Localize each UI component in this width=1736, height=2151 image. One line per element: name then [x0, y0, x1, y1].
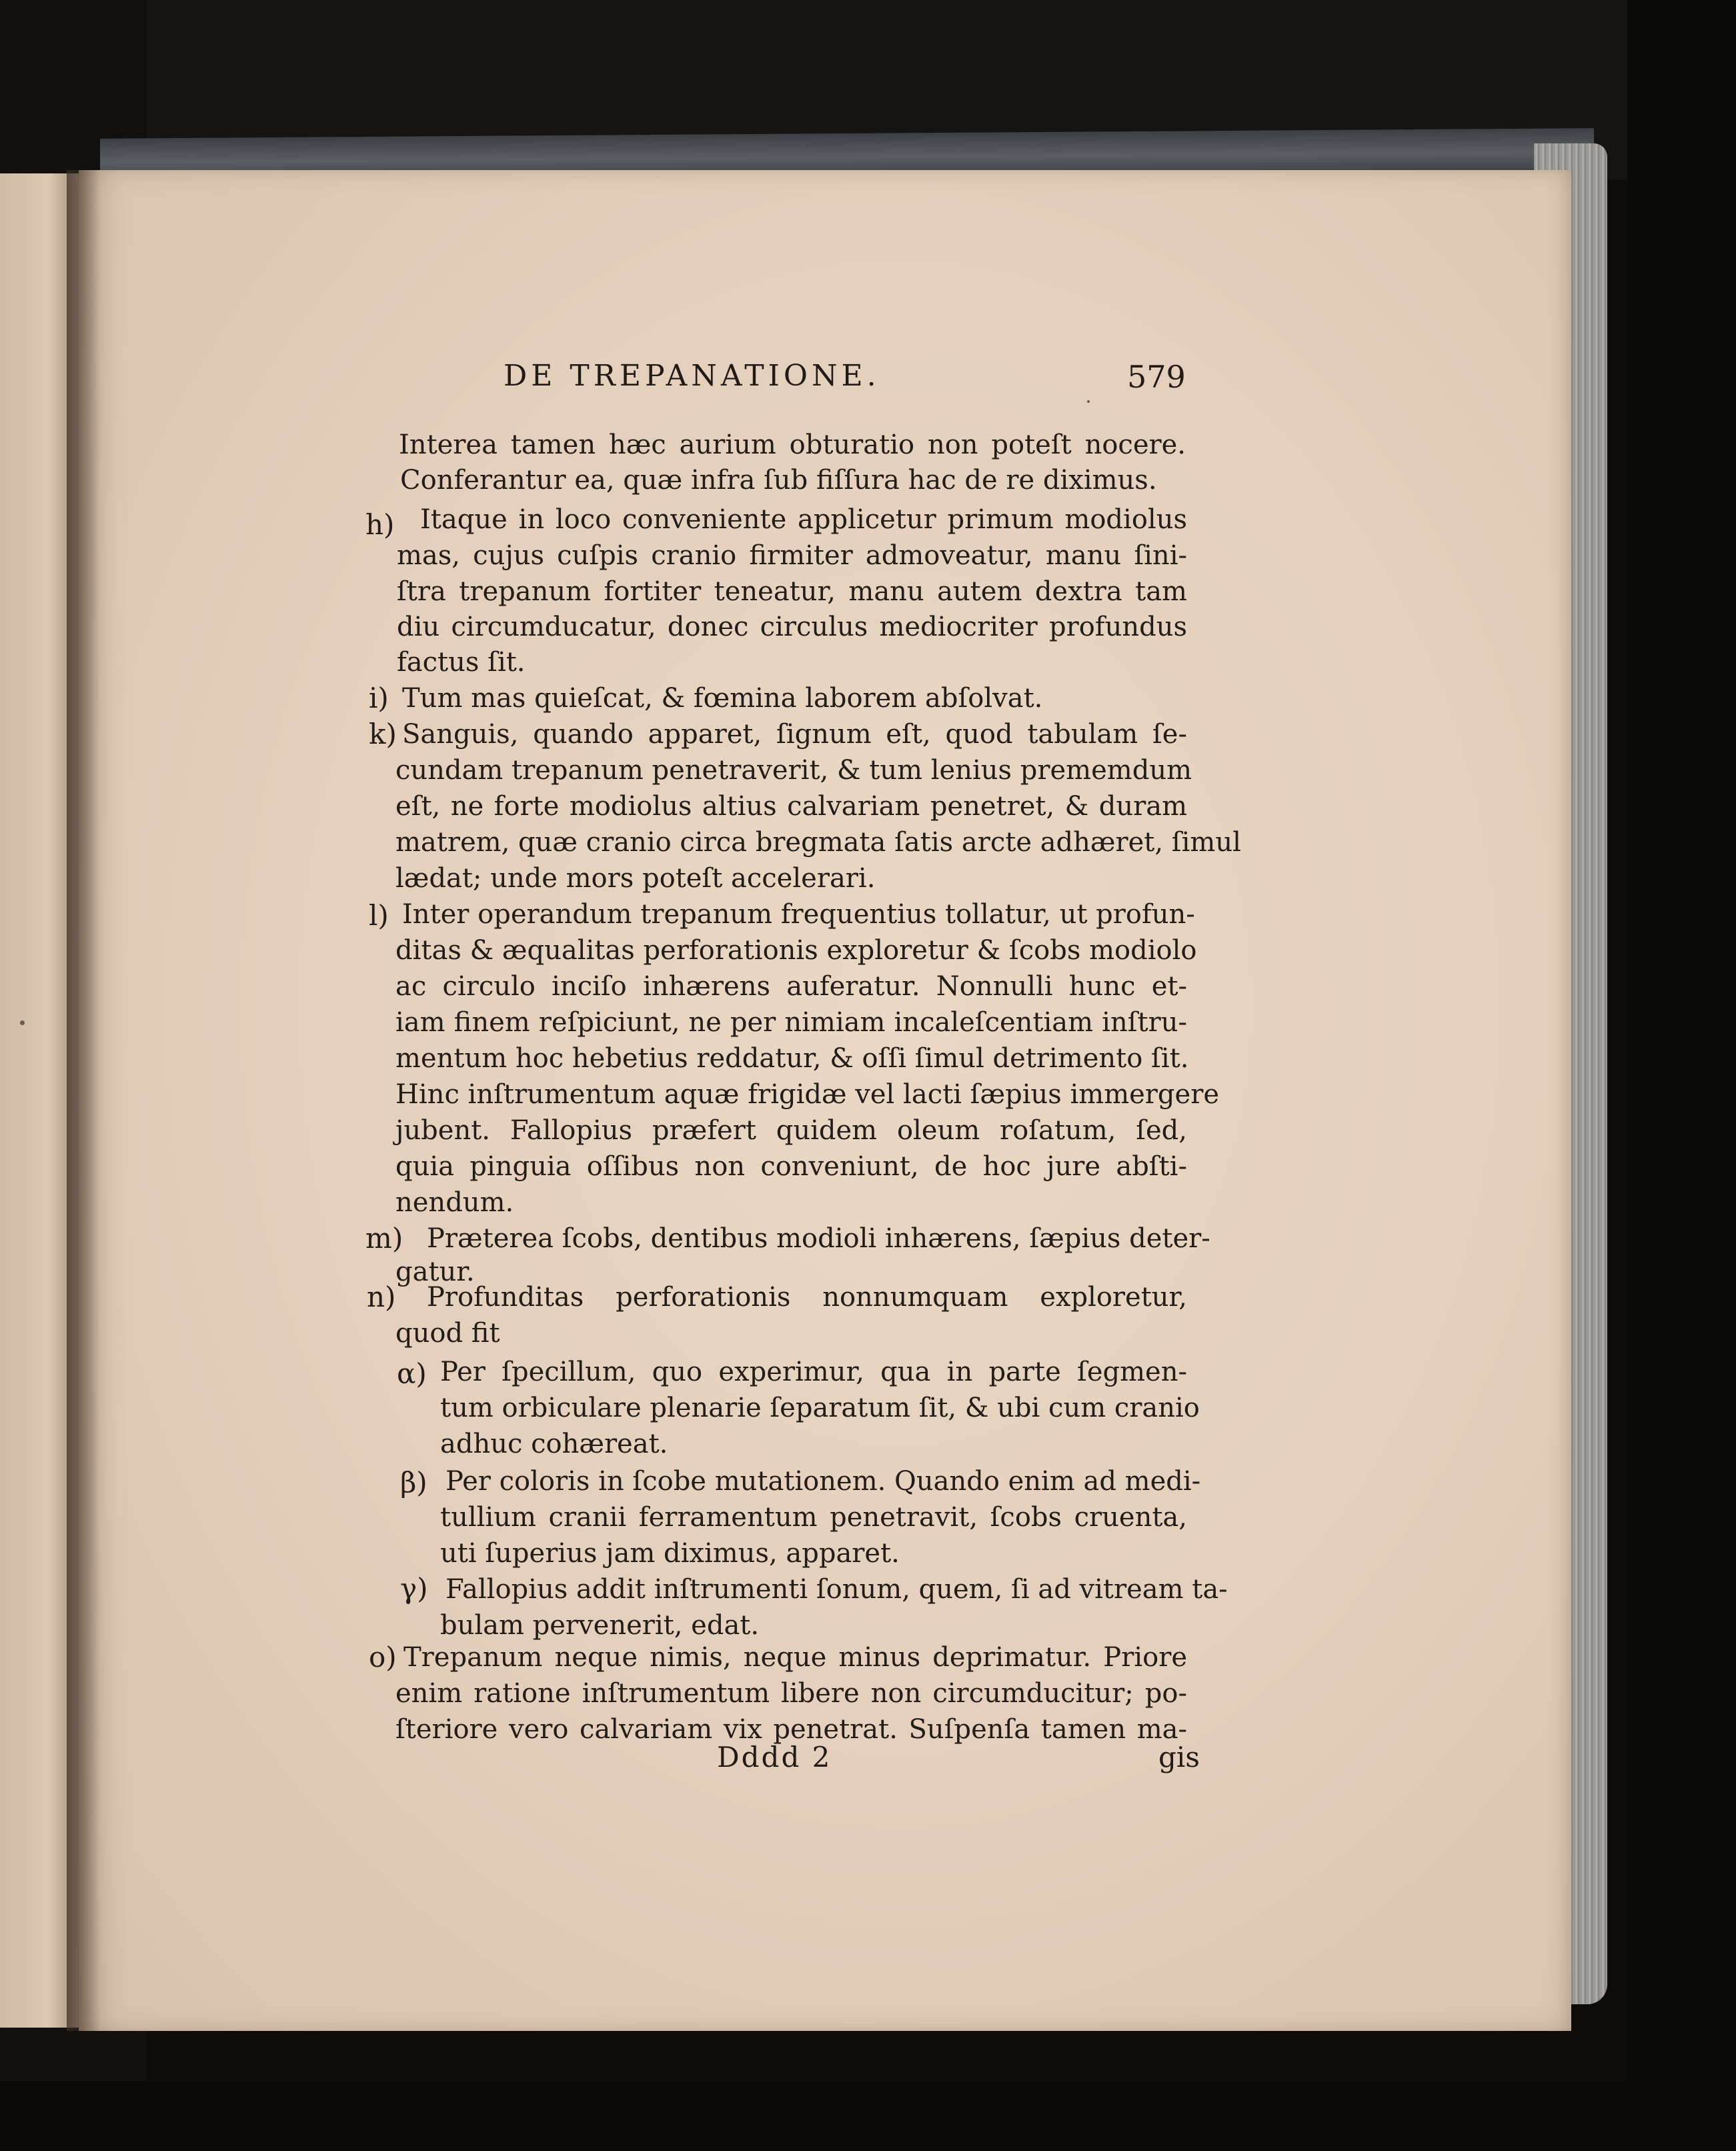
item-label-m: m): [365, 1222, 403, 1255]
text-line: diu circumducatur, donec circulus mediocriter profundus: [397, 612, 1187, 642]
item-label-k: k): [369, 718, 397, 750]
text-line: Fallopius addit inſtrumenti ſonum, quem, ſi ad vitream ta-: [446, 1574, 1228, 1605]
text-line: Per ſpecillum, quo experimur, qua in parte ſegmen-: [440, 1357, 1187, 1387]
text-line: ſtra trepanum fortiter teneatur, manu autem dextra tam: [397, 576, 1187, 607]
text-line: Profunditas perforationis nonnumquam exploretur,: [427, 1282, 1187, 1313]
text-line: factus ſit.: [397, 647, 526, 678]
text-line: cundam trepanum penetraverit, & tum lenius prememdum: [395, 755, 1192, 786]
item-label-n: n): [367, 1281, 396, 1313]
text-line: mas, cujus cuſpis cranio firmiter admoveatur, manu ſini-: [397, 540, 1187, 571]
text-line: eſt, ne forte modiolus altius calvariam penetret, & duram: [395, 791, 1187, 822]
item-label-beta: β): [400, 1466, 427, 1499]
text-line: bulam pervenerit, edat.: [440, 1610, 760, 1641]
text-line: uti ſuperius jam diximus, apparet.: [440, 1538, 900, 1569]
text-line: Sanguis, quando apparet, ſignum eſt, quod tabulam ſe-: [402, 719, 1187, 750]
background-bottom: [0, 2081, 1736, 2151]
item-label-gamma: γ): [400, 1572, 428, 1605]
background-right: [1627, 0, 1736, 2151]
text-line: jubent. Fallopius præfert quidem oleum roſatum, ſed,: [395, 1115, 1187, 1146]
gutter-shadow: [67, 170, 100, 2031]
text-line: quod fit: [395, 1318, 500, 1349]
text-line: nendum.: [395, 1187, 514, 1218]
text-line: Hinc inſtrumentum aquæ frigidæ vel lacti ſæpius immergere: [395, 1079, 1219, 1110]
item-label-o: o): [369, 1641, 397, 1673]
text-line: Conferantur ea, quæ infra ſub fiſſura hac de re diximus.: [400, 465, 1157, 496]
paper-speck: [1087, 400, 1090, 403]
text-line: Interea tamen hæc aurium obturatio non poteſt nocere.: [399, 430, 1186, 460]
text-line: Præterea ſcobs, dentibus modioli inhærens, ſæpius deter-: [427, 1223, 1210, 1254]
page-number: 579: [1127, 359, 1186, 395]
paper-speck: [20, 1020, 25, 1025]
item-label-l: l): [369, 899, 389, 932]
text-line: ac circulo inciſo inhærens auferatur. Nonnulli hunc et-: [395, 971, 1187, 1002]
catchword: gis: [1158, 1741, 1200, 1773]
text-line: Tum mas quieſcat, & fœmina laborem abſolvat.: [402, 683, 1043, 714]
text-line: Trepanum neque nimis, neque minus deprimatur. Priore: [403, 1642, 1187, 1673]
text-line: tullium cranii ferramentum penetravit, ſcobs cruenta,: [440, 1502, 1187, 1533]
running-head: DE TREPANATIONE.: [504, 359, 880, 393]
text-line: tum orbiculare plenarie ſeparatum ſit, & ubi cum cranio: [440, 1393, 1200, 1423]
text-line: gatur.: [395, 1257, 475, 1287]
text-line: Inter operandum trepanum frequentius tollatur, ut profun-: [402, 899, 1195, 930]
item-label-i: i): [369, 682, 389, 714]
text-line: Per coloris in ſcobe mutationem. Quando enim ad medi-: [446, 1466, 1201, 1497]
text-line: ſteriore vero calvariam vix penetrat. Suſpenſa tamen ma-: [395, 1714, 1187, 1745]
text-line: enim ratione inſtrumentum libere non circumducitur; po-: [395, 1678, 1187, 1709]
text-line: iam finem reſpiciunt, ne per nimiam incaleſcentiam inſtru-: [395, 1007, 1187, 1038]
text-line: quia pinguia oſſibus non conveniunt, de hoc jure abſti-: [395, 1151, 1187, 1182]
text-line: matrem, quæ cranio circa bregmata ſatis arcte adhæret, ſimul: [395, 827, 1241, 858]
text-line: lædat; unde mors poteſt accelerari.: [395, 863, 876, 894]
text-line: adhuc cohæreat.: [440, 1429, 668, 1459]
text-line: mentum hoc hebetius reddatur, & oſſi ſimul detrimento ſit.: [395, 1043, 1189, 1074]
item-label-h: h): [365, 508, 395, 541]
item-label-alpha: α): [397, 1357, 427, 1390]
text-line: ditas & æqualitas perforationis exploretur & ſcobs modiolo: [395, 935, 1197, 966]
signature-mark: Dddd 2: [717, 1741, 832, 1773]
text-line: Itaque in loco conveniente applicetur primum modiolus: [420, 504, 1187, 535]
